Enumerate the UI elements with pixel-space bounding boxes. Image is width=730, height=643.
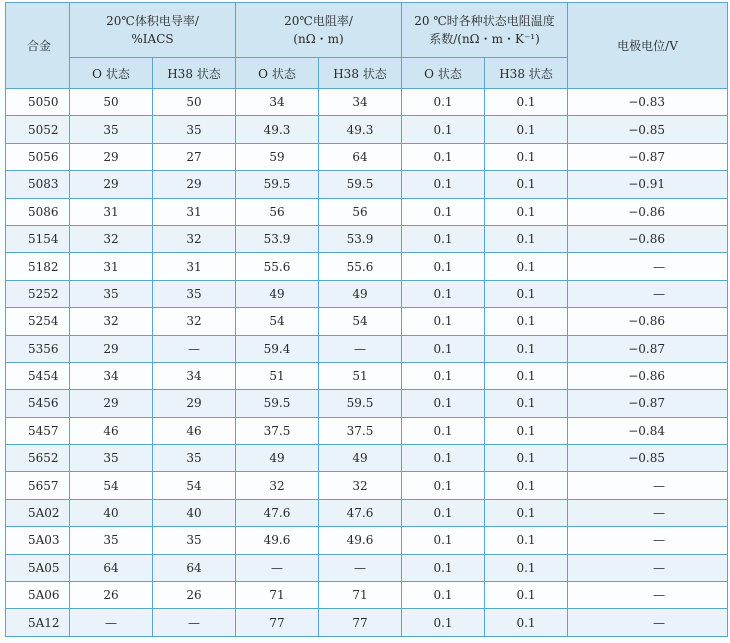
header-res-state-h38: H38 状态: [319, 58, 402, 89]
header-conductivity-line1: 20℃体积电导率/: [106, 14, 199, 28]
table-row: [6, 554, 728, 581]
cell-electrode-potential: −0.86: [568, 198, 728, 225]
cell-tempcoef-o: 0.1: [402, 143, 485, 170]
cell-resistivity-o: 71: [236, 582, 319, 609]
alloy-properties-table: [5, 2, 728, 637]
cell-tempcoef-o: 0.1: [402, 253, 485, 280]
cell-tempcoef-h38: 0.1: [485, 308, 568, 335]
cell-electrode-potential: —: [568, 554, 728, 581]
header-cond-state-o: O 状态: [70, 58, 153, 89]
cell-electrode-potential: —: [568, 527, 728, 554]
cell-conductivity-o: 32: [70, 225, 153, 252]
cell-resistivity-o: 59.4: [236, 335, 319, 362]
table-row: [6, 527, 728, 554]
cell-resistivity-o: 77: [236, 609, 319, 636]
cell-conductivity-h38: 35: [153, 445, 236, 472]
cell-conductivity-o: 29: [70, 143, 153, 170]
cell-alloy: 5A05: [6, 554, 70, 581]
cell-resistivity-o: 51: [236, 362, 319, 389]
cell-conductivity-o: —: [70, 609, 153, 636]
cell-resistivity-o: 59.5: [236, 171, 319, 198]
cell-conductivity-o: 31: [70, 198, 153, 225]
cell-electrode-potential: —: [568, 609, 728, 636]
cell-electrode-potential: −0.86: [568, 308, 728, 335]
cell-conductivity-o: 29: [70, 335, 153, 362]
cell-resistivity-h38: —: [319, 554, 402, 581]
cell-electrode-potential: —: [568, 499, 728, 526]
cell-resistivity-h38: 49: [319, 280, 402, 307]
cell-tempcoef-o: 0.1: [402, 472, 485, 499]
cell-conductivity-o: 46: [70, 417, 153, 444]
cell-tempcoef-h38: 0.1: [485, 445, 568, 472]
cell-conductivity-h38: 35: [153, 527, 236, 554]
cell-resistivity-h38: 37.5: [319, 417, 402, 444]
cell-conductivity-o: 31: [70, 253, 153, 280]
cell-tempcoef-o: 0.1: [402, 225, 485, 252]
header-tc-state-o: O 状态: [402, 58, 485, 89]
cell-tempcoef-h38: 0.1: [485, 582, 568, 609]
cell-resistivity-o: 53.9: [236, 225, 319, 252]
table-row: [6, 472, 728, 499]
cell-conductivity-o: 35: [70, 116, 153, 143]
cell-resistivity-h38: 49.3: [319, 116, 402, 143]
cell-tempcoef-o: 0.1: [402, 308, 485, 335]
table-row: [6, 143, 728, 170]
cell-resistivity-h38: 71: [319, 582, 402, 609]
cell-alloy: 5052: [6, 116, 70, 143]
cell-tempcoef-h38: 0.1: [485, 499, 568, 526]
table-row: [6, 225, 728, 252]
cell-tempcoef-h38: 0.1: [485, 335, 568, 362]
cell-resistivity-h38: 54: [319, 308, 402, 335]
cell-resistivity-h38: 64: [319, 143, 402, 170]
cell-conductivity-h38: —: [153, 609, 236, 636]
header-tc-state-h38: H38 状态: [485, 58, 568, 89]
cell-tempcoef-h38: 0.1: [485, 89, 568, 116]
cell-resistivity-h38: 32: [319, 472, 402, 499]
cell-tempcoef-o: 0.1: [402, 554, 485, 581]
cell-conductivity-h38: 29: [153, 171, 236, 198]
table-row: [6, 253, 728, 280]
cell-conductivity-o: 40: [70, 499, 153, 526]
cell-tempcoef-o: 0.1: [402, 417, 485, 444]
table-row: [6, 417, 728, 444]
cell-electrode-potential: −0.84: [568, 417, 728, 444]
cell-alloy: 5056: [6, 143, 70, 170]
cell-alloy: 5086: [6, 198, 70, 225]
cell-electrode-potential: −0.87: [568, 143, 728, 170]
table-row: [6, 308, 728, 335]
cell-alloy: 5252: [6, 280, 70, 307]
cell-conductivity-o: 35: [70, 527, 153, 554]
cell-alloy: 5456: [6, 390, 70, 417]
header-electrode-potential: 电极电位/V: [568, 3, 728, 89]
cell-tempcoef-o: 0.1: [402, 609, 485, 636]
cell-alloy: 5652: [6, 445, 70, 472]
cell-resistivity-o: 54: [236, 308, 319, 335]
cell-resistivity-h38: 34: [319, 89, 402, 116]
cell-tempcoef-o: 0.1: [402, 527, 485, 554]
cell-alloy: 5A03: [6, 527, 70, 554]
cell-resistivity-o: 49.3: [236, 116, 319, 143]
table-row: [6, 609, 728, 636]
cell-tempcoef-o: 0.1: [402, 89, 485, 116]
cell-conductivity-h38: 26: [153, 582, 236, 609]
cell-resistivity-h38: 59.5: [319, 171, 402, 198]
cell-resistivity-o: 34: [236, 89, 319, 116]
table-row: [6, 280, 728, 307]
cell-conductivity-h38: 29: [153, 390, 236, 417]
cell-conductivity-h38: 32: [153, 225, 236, 252]
cell-conductivity-o: 29: [70, 171, 153, 198]
cell-alloy: 5A02: [6, 499, 70, 526]
header-alloy: 合金: [6, 3, 70, 89]
header-temp-coefficient: [402, 3, 568, 58]
header-resistivity-line1: 20℃电阻率/: [284, 14, 353, 28]
cell-resistivity-o: 49: [236, 445, 319, 472]
cell-conductivity-o: 64: [70, 554, 153, 581]
cell-conductivity-h38: 27: [153, 143, 236, 170]
cell-tempcoef-h38: 0.1: [485, 143, 568, 170]
cell-conductivity-h38: 31: [153, 198, 236, 225]
cell-resistivity-h38: 55.6: [319, 253, 402, 280]
cell-tempcoef-h38: 0.1: [485, 116, 568, 143]
cell-conductivity-o: 35: [70, 280, 153, 307]
cell-electrode-potential: −0.87: [568, 390, 728, 417]
cell-tempcoef-h38: 0.1: [485, 171, 568, 198]
cell-alloy: 5050: [6, 89, 70, 116]
cell-resistivity-o: 49.6: [236, 527, 319, 554]
cell-tempcoef-h38: 0.1: [485, 609, 568, 636]
header-cond-state-h38: H38 状态: [153, 58, 236, 89]
cell-conductivity-h38: 35: [153, 280, 236, 307]
table-body: [6, 89, 728, 637]
cell-electrode-potential: −0.83: [568, 89, 728, 116]
header-resistivity-line2: (nΩ・m): [293, 32, 344, 46]
cell-electrode-potential: −0.86: [568, 362, 728, 389]
table-row: [6, 499, 728, 526]
cell-tempcoef-h38: 0.1: [485, 225, 568, 252]
cell-alloy: 5356: [6, 335, 70, 362]
cell-alloy: 5154: [6, 225, 70, 252]
cell-resistivity-h38: 56: [319, 198, 402, 225]
cell-conductivity-o: 35: [70, 445, 153, 472]
cell-alloy: 5454: [6, 362, 70, 389]
cell-electrode-potential: —: [568, 280, 728, 307]
cell-electrode-potential: −0.87: [568, 335, 728, 362]
cell-tempcoef-h38: 0.1: [485, 280, 568, 307]
cell-resistivity-o: 59.5: [236, 390, 319, 417]
cell-conductivity-h38: 35: [153, 116, 236, 143]
cell-resistivity-h38: 49: [319, 445, 402, 472]
cell-electrode-potential: −0.85: [568, 116, 728, 143]
cell-alloy: 5A06: [6, 582, 70, 609]
table-row: [6, 171, 728, 198]
cell-alloy: 5254: [6, 308, 70, 335]
cell-tempcoef-o: 0.1: [402, 582, 485, 609]
cell-tempcoef-o: 0.1: [402, 171, 485, 198]
cell-tempcoef-o: 0.1: [402, 198, 485, 225]
cell-tempcoef-o: 0.1: [402, 280, 485, 307]
cell-tempcoef-h38: 0.1: [485, 554, 568, 581]
table-row: [6, 116, 728, 143]
cell-resistivity-o: 56: [236, 198, 319, 225]
header-tempcoef-line2: 系数/(nΩ・m・K⁻¹): [429, 32, 540, 46]
cell-electrode-potential: —: [568, 472, 728, 499]
table-header: [6, 3, 728, 89]
cell-tempcoef-h38: 0.1: [485, 472, 568, 499]
cell-conductivity-h38: 40: [153, 499, 236, 526]
header-conductivity: [70, 3, 236, 58]
cell-conductivity-h38: —: [153, 335, 236, 362]
cell-resistivity-h38: 77: [319, 609, 402, 636]
cell-tempcoef-h38: 0.1: [485, 390, 568, 417]
cell-resistivity-h38: 47.6: [319, 499, 402, 526]
header-res-state-o: O 状态: [236, 58, 319, 89]
cell-conductivity-h38: 64: [153, 554, 236, 581]
table-row: [6, 198, 728, 225]
cell-conductivity-o: 34: [70, 362, 153, 389]
cell-resistivity-o: 47.6: [236, 499, 319, 526]
cell-electrode-potential: —: [568, 253, 728, 280]
cell-tempcoef-o: 0.1: [402, 445, 485, 472]
cell-conductivity-o: 29: [70, 390, 153, 417]
cell-tempcoef-o: 0.1: [402, 362, 485, 389]
cell-tempcoef-o: 0.1: [402, 335, 485, 362]
cell-conductivity-h38: 54: [153, 472, 236, 499]
cell-tempcoef-h38: 0.1: [485, 362, 568, 389]
cell-conductivity-h38: 50: [153, 89, 236, 116]
cell-conductivity-o: 26: [70, 582, 153, 609]
cell-resistivity-h38: 53.9: [319, 225, 402, 252]
cell-resistivity-h38: —: [319, 335, 402, 362]
cell-tempcoef-h38: 0.1: [485, 253, 568, 280]
cell-resistivity-o: 37.5: [236, 417, 319, 444]
header-tempcoef-line1: 20 ℃时各种状态电阻温度: [414, 14, 555, 28]
cell-resistivity-h38: 51: [319, 362, 402, 389]
cell-electrode-potential: −0.85: [568, 445, 728, 472]
cell-alloy: 5457: [6, 417, 70, 444]
cell-conductivity-o: 54: [70, 472, 153, 499]
cell-resistivity-o: 49: [236, 280, 319, 307]
cell-tempcoef-o: 0.1: [402, 499, 485, 526]
cell-alloy: 5083: [6, 171, 70, 198]
cell-conductivity-o: 50: [70, 89, 153, 116]
cell-electrode-potential: —: [568, 582, 728, 609]
cell-alloy: 5657: [6, 472, 70, 499]
cell-tempcoef-o: 0.1: [402, 390, 485, 417]
table-row: [6, 89, 728, 116]
cell-alloy: 5A12: [6, 609, 70, 636]
header-resistivity: [236, 3, 402, 58]
cell-tempcoef-h38: 0.1: [485, 417, 568, 444]
table-row: [6, 362, 728, 389]
cell-resistivity-o: 32: [236, 472, 319, 499]
cell-conductivity-h38: 46: [153, 417, 236, 444]
cell-conductivity-h38: 34: [153, 362, 236, 389]
cell-resistivity-o: —: [236, 554, 319, 581]
cell-resistivity-o: 59: [236, 143, 319, 170]
cell-resistivity-h38: 49.6: [319, 527, 402, 554]
table-row: [6, 582, 728, 609]
table-row: [6, 445, 728, 472]
cell-conductivity-h38: 32: [153, 308, 236, 335]
cell-tempcoef-h38: 0.1: [485, 198, 568, 225]
cell-tempcoef-h38: 0.1: [485, 527, 568, 554]
cell-resistivity-h38: 59.5: [319, 390, 402, 417]
cell-conductivity-h38: 31: [153, 253, 236, 280]
cell-alloy: 5182: [6, 253, 70, 280]
header-conductivity-line2: %IACS: [131, 32, 174, 46]
table-row: [6, 335, 728, 362]
cell-tempcoef-o: 0.1: [402, 116, 485, 143]
table-row: [6, 390, 728, 417]
cell-conductivity-o: 32: [70, 308, 153, 335]
cell-electrode-potential: −0.91: [568, 171, 728, 198]
cell-resistivity-o: 55.6: [236, 253, 319, 280]
cell-electrode-potential: −0.86: [568, 225, 728, 252]
